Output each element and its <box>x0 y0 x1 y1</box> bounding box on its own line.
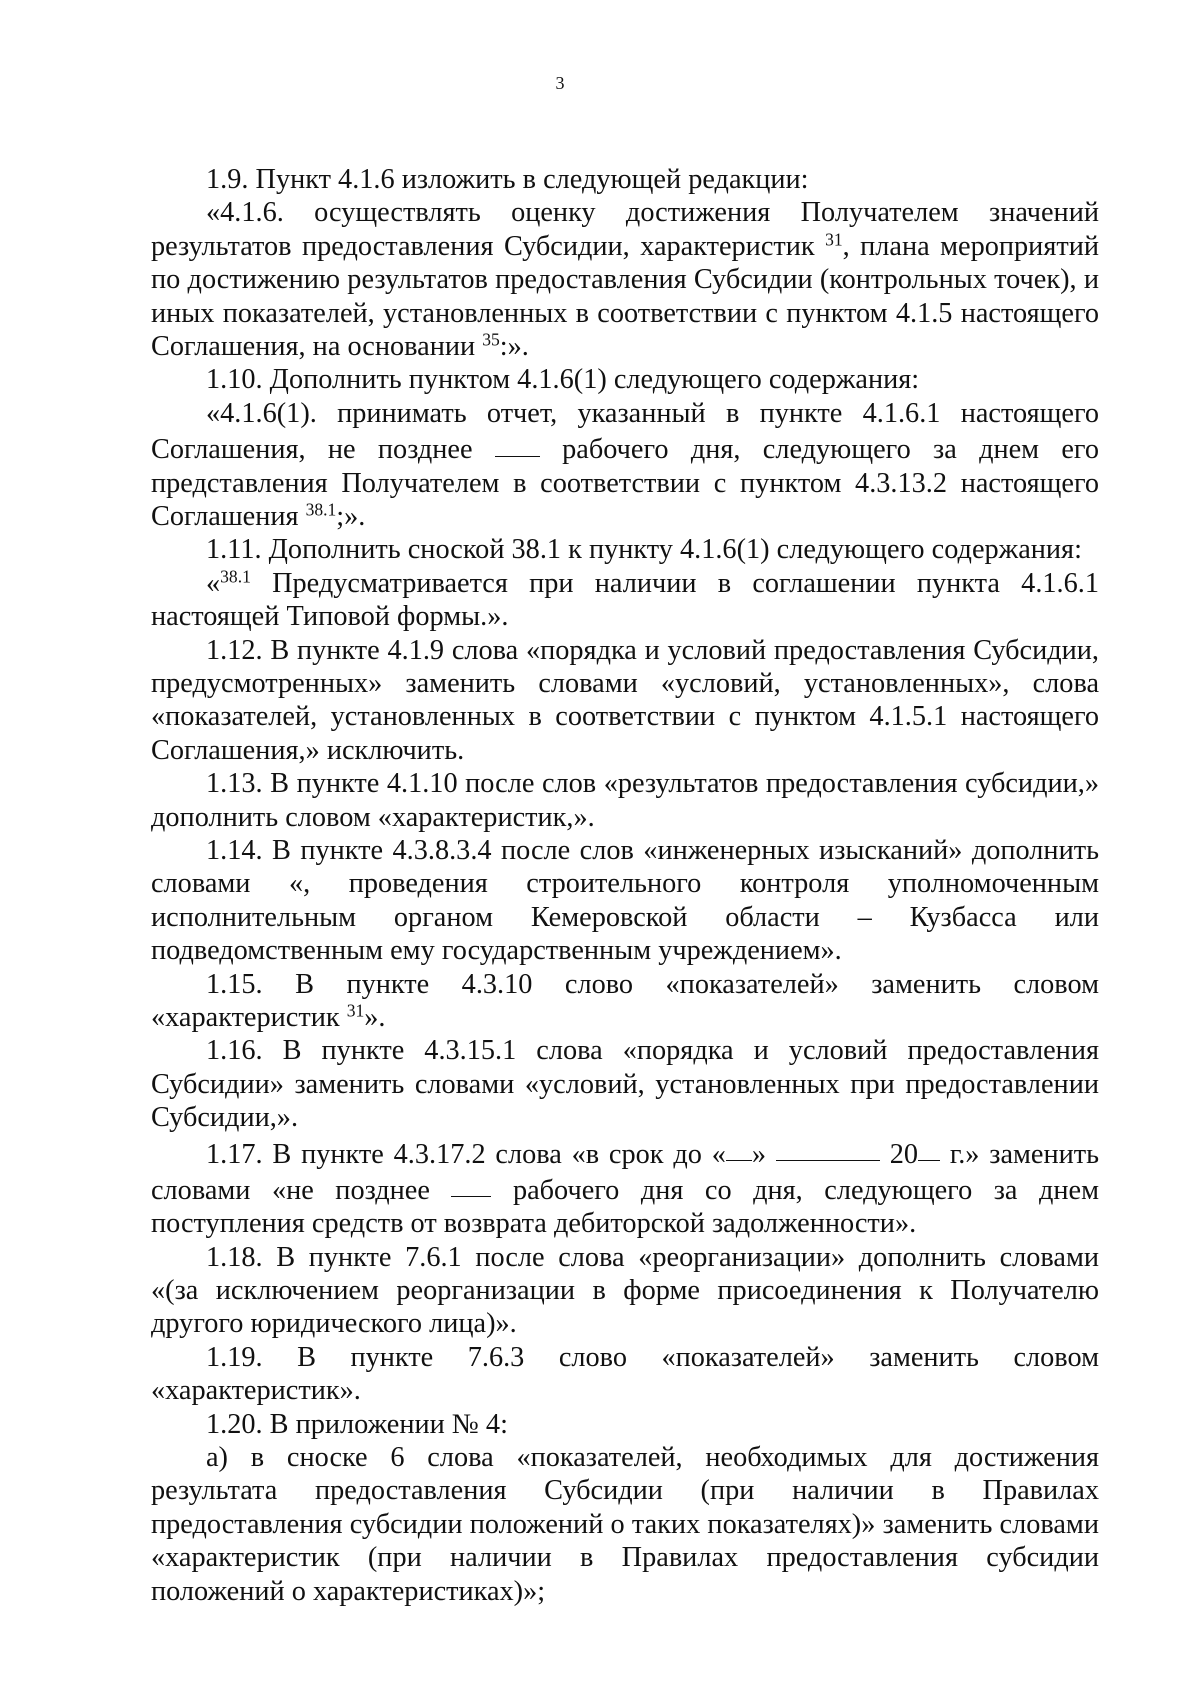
paragraph-1-15: 1.15. В пункте 4.3.10 слово «показателей» заменить словом «характеристик $^{31}$». <box>151 968 1099 1034</box>
paragraph-1-13: 1.13. В пункте 4.1.10 после слов «результатов предоставления субсидии,» дополнить словом «характеристик,». <box>151 768 1099 833</box>
paragraph-1-18: 1.18. В пункте 7.6.1 после слова «реорганизации» дополнить словами «(за исключением реорганизации в форме присоединения к Получателю другого юридического лица)». <box>151 1241 1099 1340</box>
paragraph-1-16: 1.16. В пункте 4.3.15.1 слова «порядка и условий предоставления Субсидии» заменить словами «условий, установленных при предоставлении Субсидии,». <box>151 1035 1099 1134</box>
page-number: 3 <box>555 73 565 93</box>
paragraph-1-10: 1.10. Дополнить пунктом 4.1.6(1) следующего содержания: <box>206 364 920 396</box>
paragraph-1-12: 1.12. В пункте 4.1.9 слова «порядка и условий предоставления Субсидии, предусмотренных» заменить словами «условий, установленных», слова «показателей, установленных в соответствии с пунктом 4.1.5.1 настоящего Соглашения,» исключить. <box>151 634 1099 766</box>
footnote-ref: 35 <box>482 329 500 350</box>
paragraph-1-9: 1.9. Пункт 4.1.6 изложить в следующей редакции: <box>206 164 809 195</box>
blank-line <box>451 1171 491 1197</box>
footnote-ref: 38.1 <box>305 499 337 520</box>
blank-line <box>776 1135 880 1161</box>
paragraph-1-10-quote: «4.1.6(1). принимать отчет, указанный в пункте 4.1.6.1 настоящего Соглашения, не позднее рабочего дня, следующего за днем его представления Получателем в соответствии с пунктом 4.3.13.2 настоящего Соглашения $^{38.1}$;». <box>151 397 1099 532</box>
footnote-ref: 38.1 <box>220 566 251 587</box>
paragraph-1-11-quote: «$^{38.1}$ Предусматривается при наличии в соглашении пункта 4.1.6.1 настоящей Типовой формы.». <box>151 566 1099 633</box>
paragraph-1-19: 1.19. В пункте 7.6.3 слово «показателей» заменить словом «характеристик». <box>151 1341 1099 1407</box>
paragraph-1-17: 1.17. В пункте 4.3.17.2 слова «в срок до « » 20 г.» заменить словами «не позднее рабочего дня со дня, следующего за днем поступления средств от возврата дебиторской задолженности». <box>151 1135 1099 1241</box>
blank-line <box>495 430 540 456</box>
footnote-ref: 31 <box>825 229 843 250</box>
footnote-ref: 31 <box>346 1000 365 1021</box>
blank-line <box>726 1135 752 1161</box>
paragraph-1-14: 1.14. В пункте 4.3.8.3.4 после слов «инженерных изысканий» дополнить словами «, проведения строительного контроля уполномоченным исполнительным органом Кемеровской области – Кузбасса или подведомственным ему государственным учреждением». <box>151 835 1099 967</box>
paragraph-1-20: 1.20. В приложении № 4: <box>206 1408 508 1440</box>
paragraph-1-9-quote: «4.1.6. осуществлять оценку достижения Получателем значений результатов предоставления Субсидии, характеристик $^{31}$, плана мероприятий по достижению результатов предоставления Субсидии (контрольных точек), и иных показателей, установленных в соответствии с пунктом 4.1.5 настоящего Соглашения, на основании $^{35}$:». <box>151 197 1099 363</box>
blank-line <box>918 1135 940 1161</box>
paragraph-1-11: 1.11. Дополнить сноской 38.1 к пункту 4.1.6(1) следующего содержания: <box>206 534 1082 566</box>
paragraph-1-20-a: а) в сноске 6 слова «показателей, необходимых для достижения результата предоставления Субсидии (при наличии в Правилах предоставления субсидии положений о таких показателях)» заменить словами «характеристик (при наличии в Правилах предоставления субсидии положений о характеристиках)»; <box>151 1442 1099 1607</box>
document-body <box>151 163 1099 1608</box>
